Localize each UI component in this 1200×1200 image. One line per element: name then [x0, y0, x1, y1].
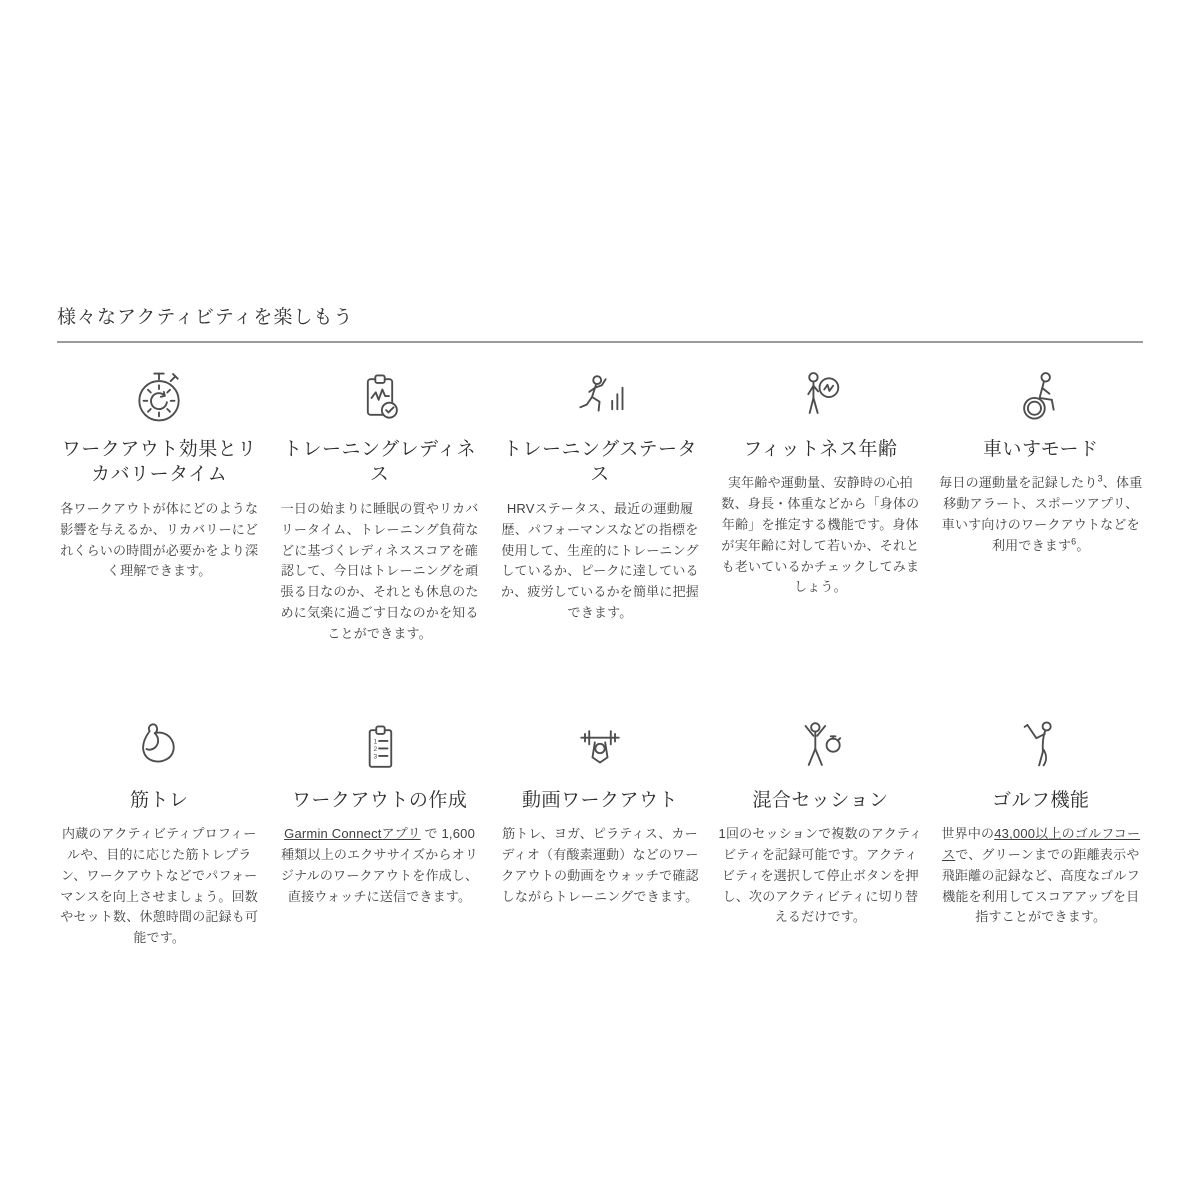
fitness-age-person-icon	[718, 366, 922, 428]
feature-description: 実年齢や運動量、安静時の心拍数、身長・体重などから「身体の年齢」を推定する機能です。身体が実年齢に対して若いか、それとも老いているかチェックしてみましょう。	[721, 475, 920, 595]
feature-card-fitness-age	[718, 366, 922, 598]
feature-card-workout-creation	[277, 717, 481, 908]
bicep-icon	[57, 717, 261, 779]
feature-title: 動画ワークアウト	[521, 789, 678, 811]
feature-description: 一日の始まりに睡眠の質やリカバリータイム、トレーニング負荷などに基づくレディネススコアを確認して、今日はトレーニングを頑張る日なのか、それとも休息のために気楽に過ごす日なのかを知ることができます。	[280, 500, 479, 641]
feature-title: ワークアウトの作成	[291, 789, 468, 811]
body-text: で 1,600 種類以上のエクササイズからオリジナルのワークアウトを作成し、直接ウォッチに送信できます。	[280, 826, 479, 904]
body-text: 毎日の運動量を記録したり	[939, 475, 1098, 491]
feature-description: 内蔵のアクティビティプロフィールや、目的に応じた筋トレプラン、ワークアウトなどでパフォーマンスを向上させましょう。回数やセット数、休憩時間の記録も可能です。	[60, 826, 259, 946]
footnote-ref-3: 3	[1097, 474, 1103, 484]
feature-title: 混合セッション	[752, 789, 889, 811]
features-section	[57, 306, 1143, 949]
section-heading: 様々なアクティビティを楽しもう	[57, 306, 1143, 343]
svg-text:2: 2	[373, 745, 377, 753]
feature-card-golf	[939, 717, 1143, 929]
garmin-connect-app-link[interactable]: Garmin Connectアプリ	[284, 826, 421, 842]
golf-courses-link[interactable]: 43,000以上のゴルフコース	[942, 826, 1141, 862]
body-text: 。	[1076, 537, 1090, 553]
footnote-ref-6: 6	[1071, 536, 1077, 547]
feature-description: 筋トレ、ヨガ、ピラティス、カーディオ（有酸素運動）などのワークアウトの動画をウォッチで確認しながらトレーニングできます。	[501, 826, 699, 904]
workout-creation-clipboard-icon	[277, 717, 481, 779]
wheelchair-icon	[939, 366, 1143, 428]
feature-title: 車いすモード	[983, 438, 1099, 460]
feature-title: ゴルフ機能	[992, 789, 1090, 811]
feature-description: HRVステータス、最近の運動履歴、パフォーマンスなどの指標を使用して、生産的にトレーニングしているか、ピークに達しているか、疲労しているかを簡単に把握できます。	[500, 500, 699, 620]
training-readiness-clipboard-icon	[277, 366, 481, 428]
feature-card-workout-effect	[57, 366, 261, 582]
svg-text:1: 1	[373, 737, 377, 745]
feature-card-training-readiness	[277, 366, 481, 645]
feature-title: ワークアウト効果とリカバリータイム	[61, 438, 257, 486]
workout-effect-stopwatch-icon	[57, 366, 261, 428]
body-text: 世界中の	[941, 826, 995, 842]
golfer-icon	[939, 717, 1143, 779]
feature-card-mixed-session	[718, 717, 922, 929]
feature-description	[277, 824, 481, 907]
feature-description: 1回のセッションで複数のアクティビティを記録可能です。アクティビティを選択して停止ボタンを押し、次のアクティビティに切り替えるだけです。	[718, 826, 923, 925]
feature-grid	[57, 366, 1143, 949]
training-status-runner-icon	[498, 366, 702, 428]
mixed-session-person-stopwatch-icon	[718, 717, 922, 779]
video-workout-barbell-icon	[498, 717, 702, 779]
svg-text:3: 3	[373, 752, 377, 760]
feature-card-strength-training	[57, 717, 261, 949]
feature-title: トレーニングレディネス	[283, 438, 477, 486]
feature-title: トレーニングステータス	[502, 438, 698, 486]
feature-description: 各ワークアウトが体にどのような影響を与えるか、リカバリーにどれくらいの時間が必要かをより深く理解できます。	[60, 500, 259, 579]
feature-title: 筋トレ	[129, 789, 189, 811]
body-text: で、グリーンまでの距離表示や飛距離の記録など、高度なゴルフ機能を利用してスコアアップを目指すことができます。	[941, 846, 1140, 925]
body-text: 、体重移動アラート、スポーツアプリ、車いす向けのワークアウトなどを利用できます	[941, 475, 1143, 553]
feature-title: フィットネス年齢	[743, 438, 898, 460]
feature-card-video-workout	[498, 717, 702, 908]
feature-card-wheelchair-mode	[939, 366, 1143, 557]
feature-description	[939, 824, 1143, 928]
feature-description	[939, 473, 1143, 556]
feature-card-training-status	[498, 366, 702, 624]
